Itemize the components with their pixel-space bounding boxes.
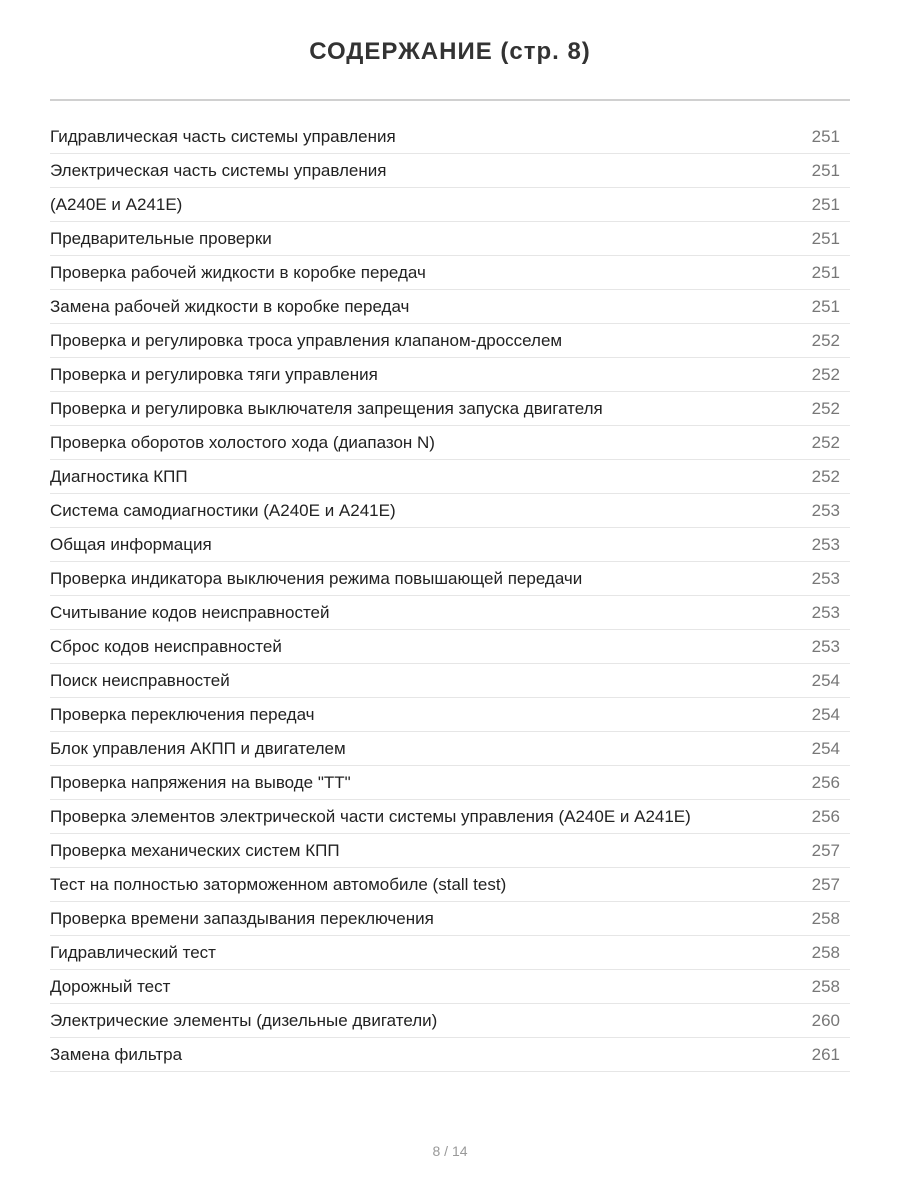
toc-entry-title: Проверка механических систем КПП <box>50 840 340 860</box>
table-of-contents <box>50 120 850 1072</box>
toc-entry-title: Тест на полностью заторможенном автомобиле (stall test) <box>50 874 507 894</box>
toc-entry[interactable] <box>50 290 850 324</box>
toc-entry-page-number: 251 <box>811 296 840 316</box>
toc-entry-page-number: 254 <box>811 704 840 724</box>
toc-entry[interactable] <box>50 630 850 664</box>
toc-entry-page-number: 252 <box>811 432 840 452</box>
page-title: СОДЕРЖАНИЕ (стр. 8) <box>309 38 591 65</box>
toc-entry-page-number: 251 <box>811 126 840 146</box>
toc-entry[interactable] <box>50 256 850 290</box>
toc-entry-page-number: 254 <box>811 738 840 758</box>
toc-entry-page-number: 253 <box>811 602 840 622</box>
toc-entry[interactable] <box>50 970 850 1004</box>
toc-entry[interactable] <box>50 732 850 766</box>
toc-entry-title: Сброс кодов неисправностей <box>50 636 282 656</box>
toc-entry[interactable] <box>50 494 850 528</box>
toc-entry-title: Проверка рабочей жидкости в коробке передач <box>50 262 426 282</box>
toc-entry[interactable] <box>50 528 850 562</box>
toc-entry-page-number: 252 <box>811 466 840 486</box>
toc-entry[interactable] <box>50 868 850 902</box>
toc-entry-title: Общая информация <box>50 534 212 554</box>
toc-entry-title: Диагностика КПП <box>50 466 188 486</box>
toc-entry-page-number: 256 <box>811 806 840 826</box>
toc-entry-title: Проверка и регулировка выключателя запрещения запуска двигателя <box>50 398 603 418</box>
toc-entry-title: Предварительные проверки <box>50 228 272 248</box>
toc-entry-page-number: 252 <box>811 364 840 384</box>
toc-entry[interactable] <box>50 562 850 596</box>
toc-entry-page-number: 261 <box>811 1044 840 1064</box>
toc-entry[interactable] <box>50 120 850 154</box>
toc-entry-title: Проверка времени запаздывания переключения <box>50 908 434 928</box>
toc-entry-title: (A240E и A241E) <box>50 194 183 214</box>
toc-entry-page-number: 254 <box>811 670 840 690</box>
title-divider <box>50 99 850 101</box>
toc-entry-page-number: 251 <box>811 194 840 214</box>
toc-entry-title: Блок управления АКПП и двигателем <box>50 738 346 758</box>
toc-entry-page-number: 253 <box>811 500 840 520</box>
toc-entry-page-number: 252 <box>811 398 840 418</box>
toc-entry-title: Замена рабочей жидкости в коробке передач <box>50 296 410 316</box>
toc-entry[interactable] <box>50 936 850 970</box>
toc-entry[interactable] <box>50 800 850 834</box>
toc-entry-page-number: 252 <box>811 330 840 350</box>
page-indicator: 8 / 14 <box>432 1143 468 1159</box>
toc-entry-title: Проверка элементов электрической части системы управления (A240E и A241E) <box>50 806 691 826</box>
toc-entry-title: Электрическая часть системы управления <box>50 160 387 180</box>
toc-entry[interactable] <box>50 834 850 868</box>
toc-entry-title: Проверка оборотов холостого хода (диапазон N) <box>50 432 435 452</box>
toc-entry[interactable] <box>50 698 850 732</box>
toc-entry-page-number: 258 <box>811 908 840 928</box>
toc-entry[interactable] <box>50 392 850 426</box>
toc-entry-title: Электрические элементы (дизельные двигатели) <box>50 1010 438 1030</box>
toc-entry-title: Проверка индикатора выключения режима повышающей передачи <box>50 568 583 588</box>
toc-entry[interactable] <box>50 188 850 222</box>
toc-entry[interactable] <box>50 358 850 392</box>
toc-entry[interactable] <box>50 766 850 800</box>
toc-entry[interactable] <box>50 596 850 630</box>
toc-entry-page-number: 253 <box>811 636 840 656</box>
toc-entry-page-number: 256 <box>811 772 840 792</box>
toc-entry-title: Поиск неисправностей <box>50 670 230 690</box>
toc-entry-page-number: 251 <box>811 160 840 180</box>
toc-entry-title: Замена фильтра <box>50 1044 183 1064</box>
toc-entry-title: Проверка и регулировка тяги управления <box>50 364 378 384</box>
toc-entry-title: Гидравлический тест <box>50 942 216 962</box>
toc-entry-title: Дорожный тест <box>50 976 171 996</box>
toc-entry-page-number: 251 <box>811 262 840 282</box>
toc-entry[interactable] <box>50 324 850 358</box>
toc-entry-page-number: 258 <box>811 942 840 962</box>
toc-entry[interactable] <box>50 1038 850 1072</box>
toc-entry-page-number: 257 <box>811 874 840 894</box>
toc-entry-page-number: 258 <box>811 976 840 996</box>
toc-entry[interactable] <box>50 154 850 188</box>
toc-entry[interactable] <box>50 1004 850 1038</box>
toc-entry[interactable] <box>50 426 850 460</box>
toc-entry-page-number: 257 <box>811 840 840 860</box>
toc-entry-page-number: 260 <box>811 1010 840 1030</box>
toc-entry-title: Проверка переключения передач <box>50 704 315 724</box>
toc-entry[interactable] <box>50 460 850 494</box>
toc-entry-title: Проверка и регулировка троса управления клапаном-дросселем <box>50 330 563 350</box>
toc-entry-page-number: 253 <box>811 534 840 554</box>
toc-entry[interactable] <box>50 222 850 256</box>
toc-entry[interactable] <box>50 902 850 936</box>
toc-entry[interactable] <box>50 664 850 698</box>
toc-entry-page-number: 253 <box>811 568 840 588</box>
toc-entry-page-number: 251 <box>811 228 840 248</box>
toc-entry-title: Считывание кодов неисправностей <box>50 602 330 622</box>
toc-entry-title: Проверка напряжения на выводе "TT" <box>50 772 351 792</box>
toc-entry-title: Система самодиагностики (A240E и A241E) <box>50 500 396 520</box>
toc-entry-title: Гидравлическая часть системы управления <box>50 126 396 146</box>
